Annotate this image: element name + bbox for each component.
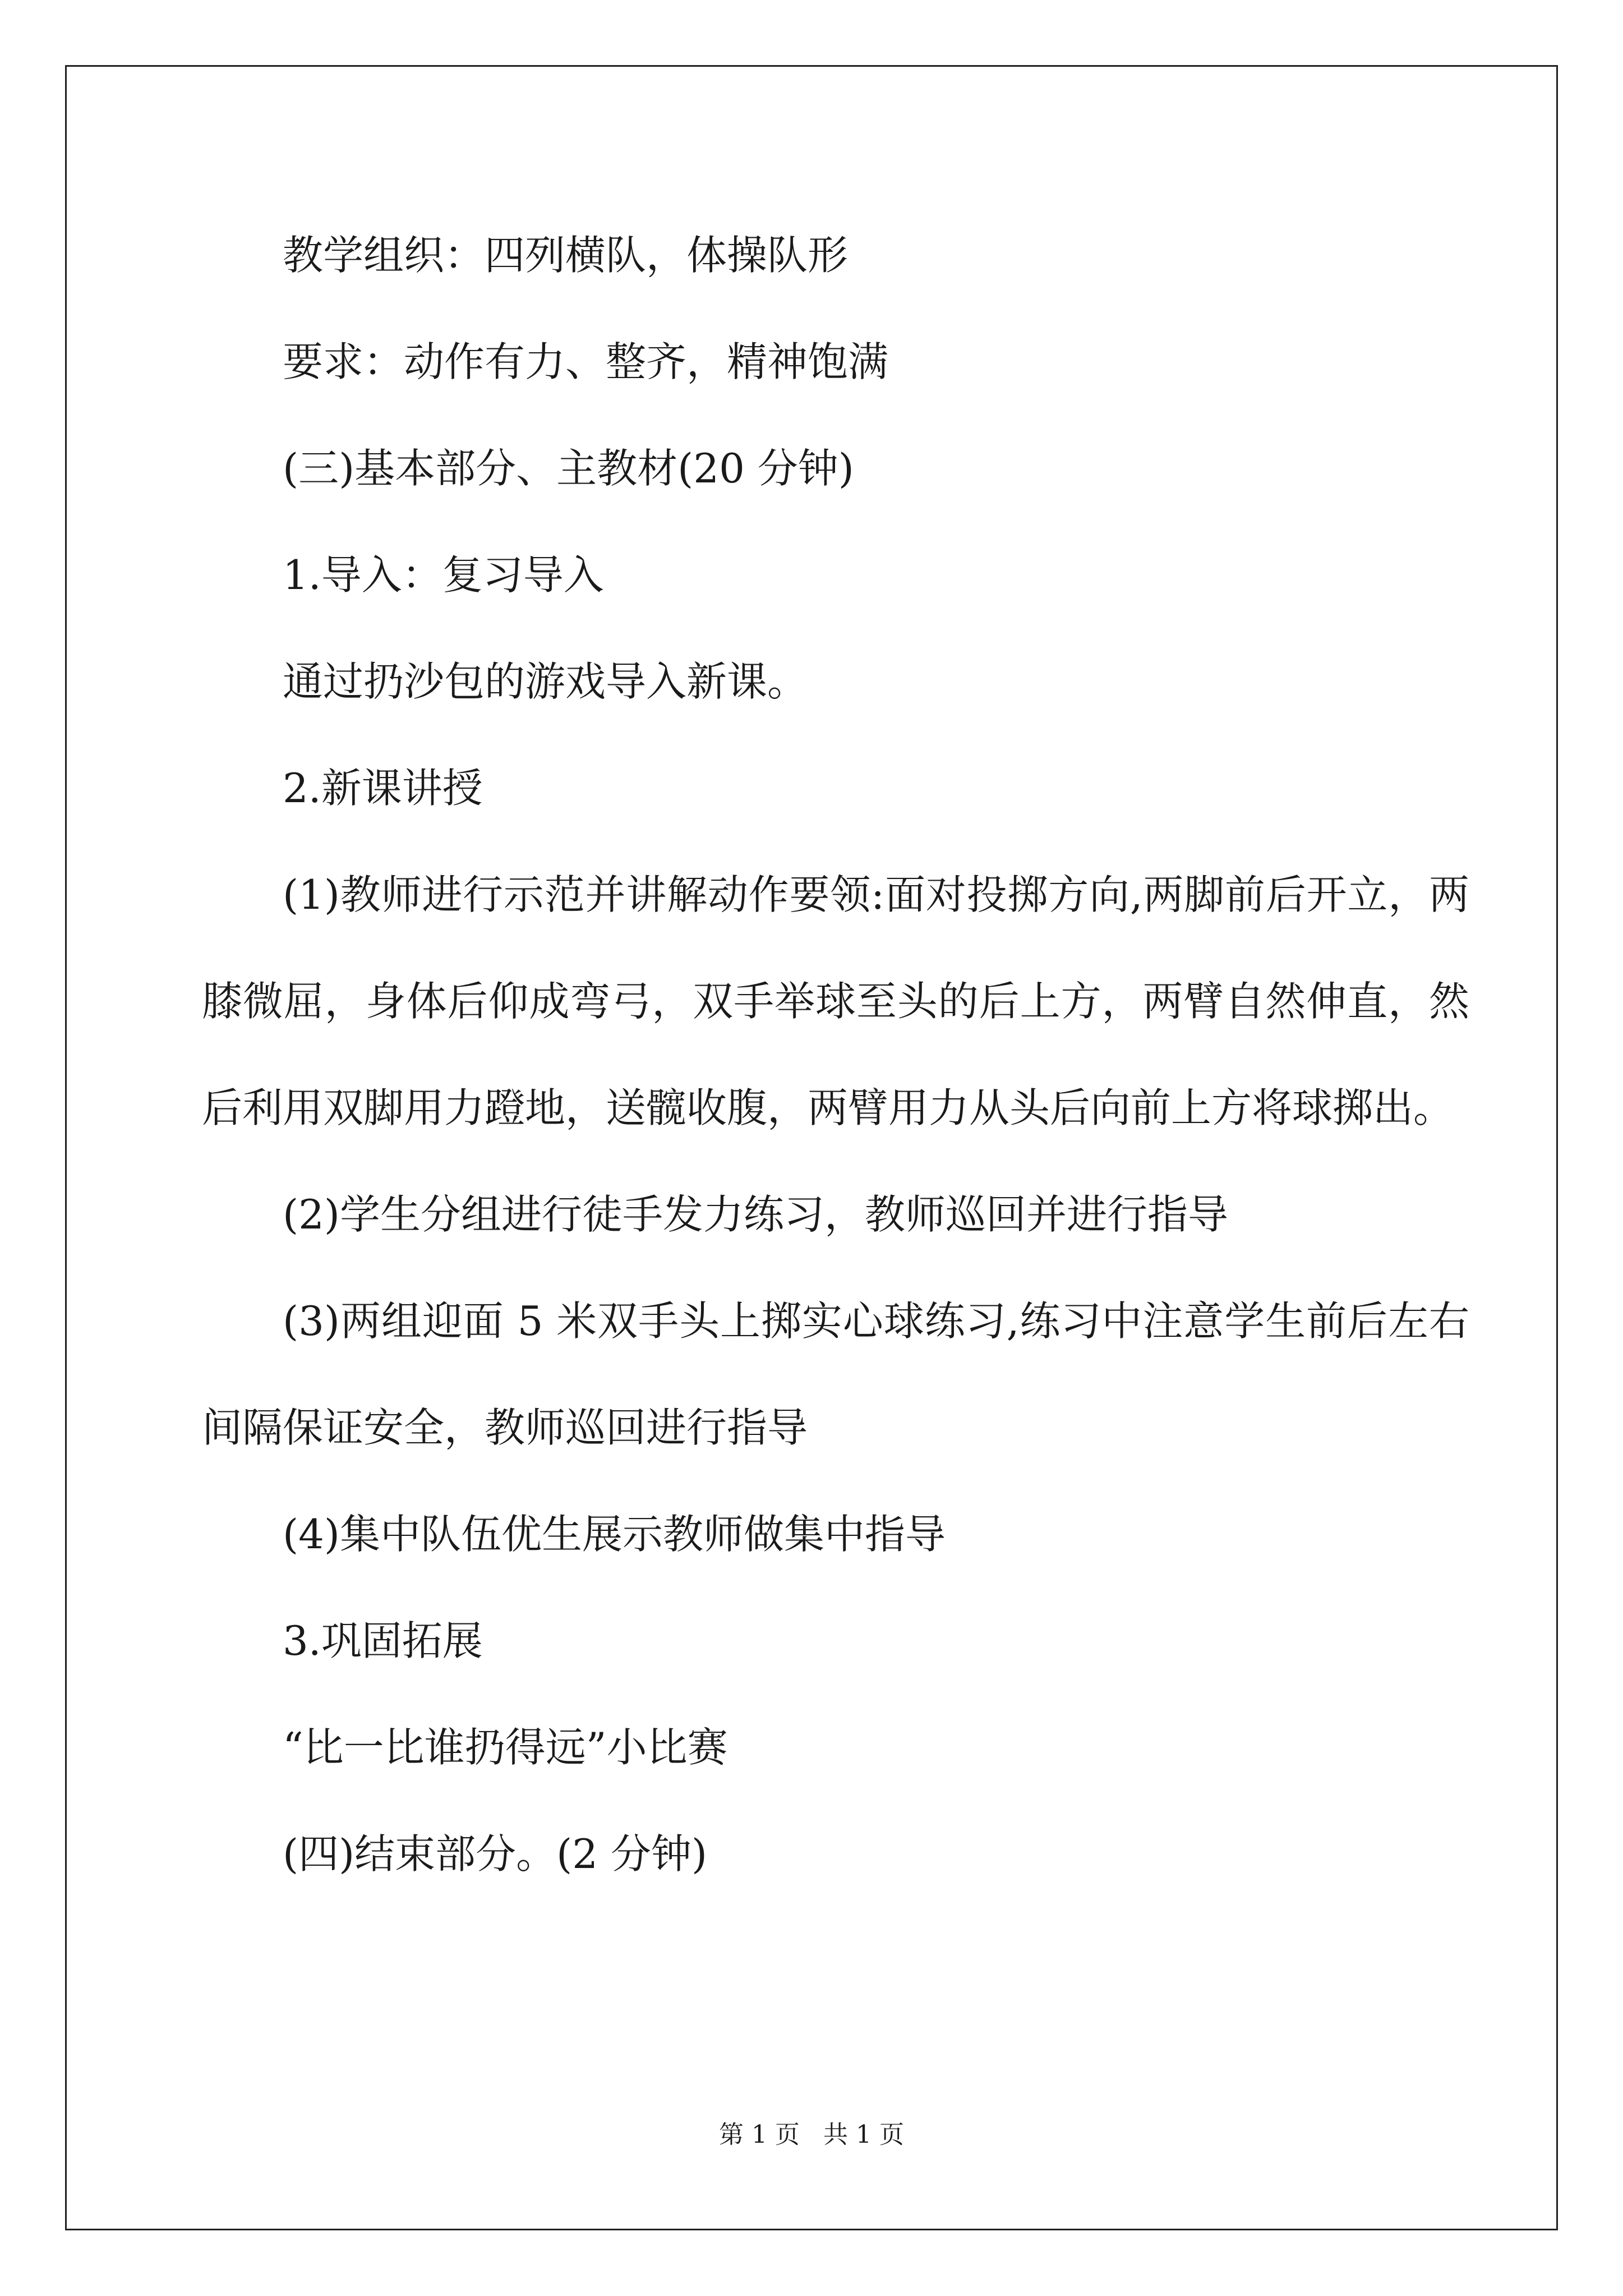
paragraph-competition: “比一比谁扔得远”小比赛 [283,1724,728,1771]
section-heading-ending-part: (四)结束部分。(2 分钟) [283,1830,708,1878]
paragraph-group-practice: (2)学生分组进行徒手发力练习，教师巡回并进行指导 [283,1191,1228,1238]
paragraph-showcase: (4)集中队伍优生展示教师做集中指导 [283,1511,946,1558]
section-heading-basic-part: (三)基本部分、主教材(20 分钟) [283,445,854,492]
subheading-new-lesson: 2.新课讲授 [283,765,483,812]
document-body [202,202,1469,1907]
paragraph-throw-practice: (3)两组迎面 5 米双手头上掷实心球练习,练习中注意学生前后左右间隔保证安全，教师巡回进行指导 [202,1297,1469,1451]
paragraph-demonstration: (1)教师进行示范并讲解动作要领:面对投掷方向,两脚前后开立，两膝微屈，身体后仰成弯弓，双手举球至头的后上方，两臂自然伸直，然后利用双脚用力蹬地，送髋收腹，两臂用力从头后向前上方将球掷出。 [202,871,1469,1131]
subheading-consolidation: 3.巩固拓展 [283,1617,483,1664]
paragraph-requirements: 要求：动作有力、整齐，精神饱满 [283,338,889,385]
paragraph-introduction-text: 通过扔沙包的游戏导入新课。 [283,658,808,705]
subheading-introduction: 1.导入：复习导入 [283,551,604,599]
page-footer: 第 1 页 共 1 页 [719,2120,904,2149]
paragraph-teaching-organization: 教学组织：四列横队，体操队形 [283,232,849,279]
